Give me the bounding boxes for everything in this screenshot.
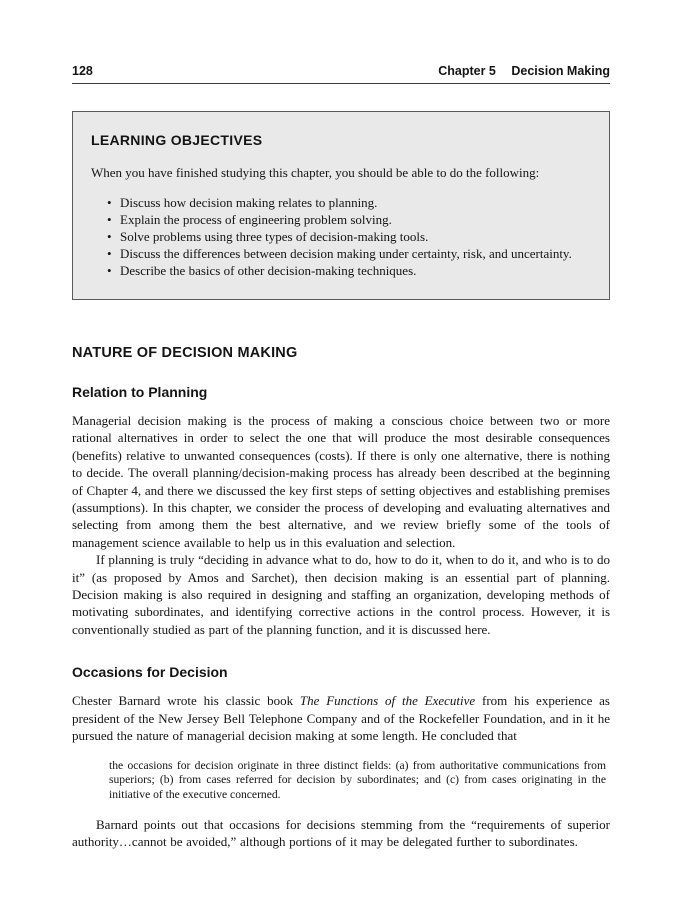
running-header-chapter: Chapter 5 (438, 64, 496, 78)
learning-objectives-box (72, 111, 610, 300)
paragraph-occasions-1 (72, 692, 610, 744)
paragraph-relation-to-planning-2: If planning is truly “deciding in advance what to do, how to do it, when to do it, and who is to do it” (as proposed by Amos and Sarchet), then decision making is an essential part of planning. Decision making is also required in designing and staffing an organization, developing methods of motivating subordinates, and identifying corrective actions in the control process. However, it is conventionally studied as part of the planning function, and it is discussed here. (72, 552, 610, 637)
book-title-functions-of-the-executive: The Functions of the Executive (299, 693, 476, 709)
running-head (72, 64, 610, 84)
running-header (438, 64, 610, 78)
block-quote-barnard: the occasions for decision originate in three distinct fields: (a) from authoritative communications from superiors; (b) from cases referred for decision by subordinates; and (c) from cases originating in the initiative of the executive concerned. (109, 758, 606, 802)
objective-item: • Discuss how decision making relates to planning. (107, 194, 589, 211)
paragraph-occasions-2: Barnard points out that occasions for decisions stemming from the “requirements of superior authority…cannot be avoided,” although portions of it may be delegated further to subordinates. (72, 816, 610, 850)
learning-objectives-title: LEARNING OBJECTIVES (91, 132, 263, 148)
objective-item: • Discuss the differences between decision making under certainty, risk, and uncertainty. (107, 245, 589, 262)
page-number: 128 (72, 64, 93, 78)
running-header-title: Decision Making (511, 64, 610, 78)
learning-objectives-intro: When you have finished studying this chapter, you should be able to do the following: (91, 165, 540, 180)
objective-item: • Describe the basics of other decision-making techniques. (107, 262, 589, 279)
paragraph-relation-to-planning-1: Managerial decision making is the process of making a conscious choice between two or more rational alternatives in order to select the one that will produce the most desirable consequences (benefits) relative to unwanted consequences (costs). If there is only one alternative, there is nothing to decide. The overall planning/decision-making process has already been described at the beginning of Chapter 4, and there we discussed the key first steps of setting objectives and establishing premises (assumptions). In this chapter, we consider the process of developing and evaluating alternatives and selecting from among them the best alternative, and we review briefly some of the tools of management science available to help us in this evaluation and selection. (72, 413, 610, 550)
objective-item: • Solve problems using three types of decision-making tools. (107, 228, 589, 245)
sub-heading-occasions-for-decision: Occasions for Decision (72, 664, 228, 681)
sub-heading-relation-to-planning: Relation to Planning (72, 384, 208, 400)
objective-item: • Explain the process of engineering problem solving. (107, 211, 589, 228)
paragraph-occasions-1-tail: from his experience as president of the New Jersey Bell Telephone Company and of the Rockefeller Foundation, and in it he pursued the nature of managerial decision making at some length. He concluded that (72, 693, 610, 744)
paragraph-occasions-1-lead: Chester Barnard wrote his classic book (72, 693, 300, 709)
learning-objectives-list (107, 194, 589, 279)
section-heading-nature-of-decision-making: NATURE OF DECISION MAKING (72, 345, 298, 361)
